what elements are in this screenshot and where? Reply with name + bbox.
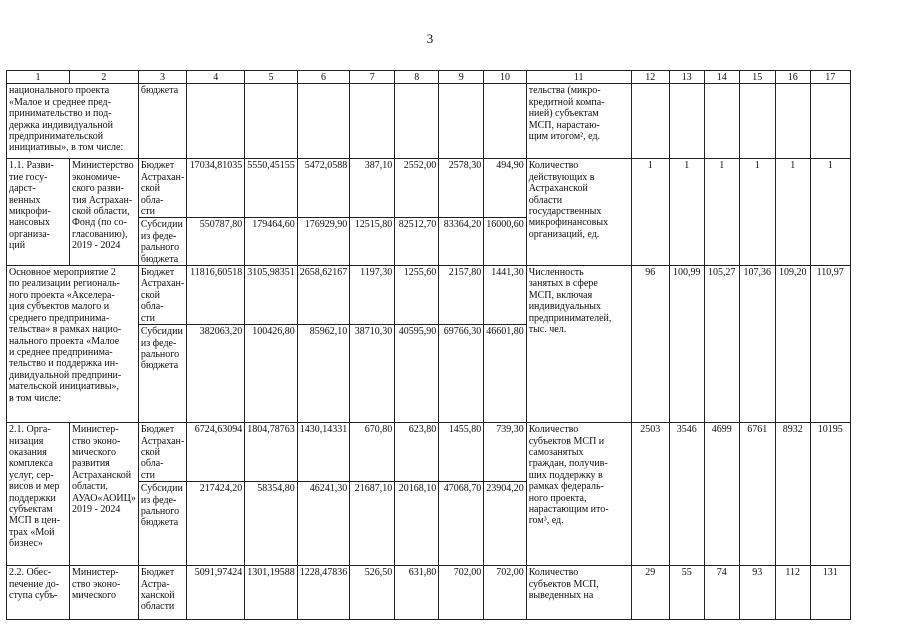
indicator-name: тельства (микро- кредитной компа- нией) субъектам МСП, нарастаю- щим итогом², ед. <box>526 84 631 159</box>
header-cell: 10 <box>484 71 527 84</box>
amount-cell: 83364,20 <box>439 218 484 266</box>
funding-source: Субсидии из феде- рального бюджета <box>138 218 186 266</box>
indicator-value: 109,20 <box>775 266 810 423</box>
amount-cell: 1804,78763 <box>245 423 298 482</box>
amount-cell: 40595,90 <box>395 325 439 423</box>
amount-cell: 387,10 <box>350 159 395 218</box>
amount-cell: 5472,0588 <box>297 159 350 218</box>
amount-cell: 1228,47836 <box>297 566 350 620</box>
amount-cell: 1430,14331 <box>297 423 350 482</box>
amount-cell: 23904,20 <box>484 482 527 566</box>
indicator-value: 4699 <box>704 423 739 566</box>
indicator-value: 112 <box>775 566 810 620</box>
amount-cell: 12515,80 <box>350 218 395 266</box>
amount-cell: 17034,81035 <box>187 159 245 218</box>
amount-cell: 6724,63094 <box>187 423 245 482</box>
amount-cell: 2578,30 <box>439 159 484 218</box>
header-cell: 4 <box>187 71 245 84</box>
header-row <box>7 71 851 84</box>
table-row <box>7 423 851 482</box>
amount-cell: 11816,60518 <box>187 266 245 325</box>
measure-name: Основное мероприятие 2 по реализации региональ- ного проекта «Акселера- ция субъектов малого и среднего предпринима- тельства» в рамках нацио- нального проекта «Малое и среднее предпринима- тельство и поддержка ин- дивидуальной предприни- мательской инициативы», в том числе: <box>7 266 139 423</box>
indicator-value: 1 <box>775 159 810 266</box>
indicator-name: Численность занятых в сфере МСП, включая индивидуальных предпринимателей, тыс. чел. <box>526 266 631 423</box>
indicator-value: 29 <box>631 566 669 620</box>
executor: Министер- ство эконо- мического <box>70 566 139 620</box>
indicator-value: 93 <box>739 566 775 620</box>
indicator-name: Количество действующих в Астраханской области государственных микрофинансовых организаций, ед. <box>526 159 631 266</box>
header-cell: 7 <box>350 71 395 84</box>
amount-cell: 2157,80 <box>439 266 484 325</box>
funding-source: Бюджет Астра- ханской области <box>138 566 186 620</box>
header-cell: 12 <box>631 71 669 84</box>
header-cell: 15 <box>739 71 775 84</box>
header-cell: 9 <box>439 71 484 84</box>
indicator-value: 131 <box>810 566 850 620</box>
amount-cell: 5091,97424 <box>187 566 245 620</box>
header-cell: 5 <box>245 71 298 84</box>
funding-source: Бюджет Астрахан- ской обла- сти <box>138 266 186 325</box>
amount-cell: 100426,80 <box>245 325 298 423</box>
indicator-value: 55 <box>669 566 704 620</box>
amount-cell: 670,80 <box>350 423 395 482</box>
amount-cell: 217424,20 <box>187 482 245 566</box>
indicator-value: 1 <box>669 159 704 266</box>
amount-cell: 21687,10 <box>350 482 395 566</box>
funding-source: бюджета <box>138 84 186 159</box>
amount-cell: 82512,70 <box>395 218 439 266</box>
amount-cell: 47068,70 <box>439 482 484 566</box>
amount-cell: 38710,30 <box>350 325 395 423</box>
header-cell: 13 <box>669 71 704 84</box>
indicator-value: 3546 <box>669 423 704 566</box>
amount-cell: 5550,45155 <box>245 159 298 218</box>
amount-cell: 702,00 <box>439 566 484 620</box>
header-cell: 6 <box>297 71 350 84</box>
indicator-value: 8932 <box>775 423 810 566</box>
amount-cell: 176929,90 <box>297 218 350 266</box>
amount-cell: 46601,80 <box>484 325 527 423</box>
executor: Министерство экономиче- ского разви- тия Астрахан- ской области, Фонд (по со- гласованию), 2019 - 2024 <box>70 159 139 266</box>
funding-source: Бюджет Астрахан- ской обла- сти <box>138 423 186 482</box>
header-cell: 3 <box>138 71 186 84</box>
budget-table <box>6 70 851 620</box>
funding-source: Субсидии из феде- рального бюджета <box>138 325 186 423</box>
indicator-value: 6761 <box>739 423 775 566</box>
measure-name: национального проекта «Малое и среднее пред- принимательство и под- держка индивидуальной предпринимательской инициативы», в том числе: <box>7 84 139 159</box>
measure-name: 1.1. Разви- тие госу- дарст- венных микрофи- нансовых организа- ций <box>7 159 70 266</box>
amount-cell: 179464,60 <box>245 218 298 266</box>
amount-cell: 631,80 <box>395 566 439 620</box>
indicator-value: 107,36 <box>739 266 775 423</box>
amount-cell: 58354,80 <box>245 482 298 566</box>
table-row <box>7 84 851 159</box>
indicator-value: 100,99 <box>669 266 704 423</box>
table-row <box>7 266 851 325</box>
amount-cell: 702,00 <box>484 566 527 620</box>
amount-cell: 1455,80 <box>439 423 484 482</box>
amount-cell: 46241,30 <box>297 482 350 566</box>
header-cell: 16 <box>775 71 810 84</box>
indicator-value: 1 <box>704 159 739 266</box>
amount-cell: 1197,30 <box>350 266 395 325</box>
header-cell: 11 <box>526 71 631 84</box>
amount-cell: 623,80 <box>395 423 439 482</box>
amount-cell: 526,50 <box>350 566 395 620</box>
measure-name: 2.1. Орга- низация оказания комплекса услуг, сер- висов и мер поддержки субъектам МСП в цен- трах «Мой бизнес» <box>7 423 70 566</box>
amount-cell: 1255,60 <box>395 266 439 325</box>
amount-cell: 739,30 <box>484 423 527 482</box>
amount-cell: 494,90 <box>484 159 527 218</box>
header-cell: 1 <box>7 71 70 84</box>
indicator-value: 2503 <box>631 423 669 566</box>
indicator-value: 1 <box>810 159 850 266</box>
funding-source: Бюджет Астрахан- ской обла- сти <box>138 159 186 218</box>
amount-cell: 69766,30 <box>439 325 484 423</box>
amount-cell: 85962,10 <box>297 325 350 423</box>
indicator-value: 105,27 <box>704 266 739 423</box>
amount-cell: 20168,10 <box>395 482 439 566</box>
header-cell: 17 <box>810 71 850 84</box>
amount-cell: 2552,00 <box>395 159 439 218</box>
indicator-value: 1 <box>631 159 669 266</box>
amount-cell: 16000,60 <box>484 218 527 266</box>
amount-cell: 1441,30 <box>484 266 527 325</box>
executor: Министер- ство эконо- мического развития Астраханской области, АУАО«АОИЦ» 2019 - 2024 <box>70 423 139 566</box>
page-number: 3 <box>426 31 434 46</box>
header-cell: 14 <box>704 71 739 84</box>
amount-cell: 1301,19588 <box>245 566 298 620</box>
indicator-name: Количество субъектов МСП и самозанятых граждан, получив- ших поддержку в рамках федераль- ного проекта, нарастающим ито- гом³, ед. <box>526 423 631 566</box>
amount-cell: 382063,20 <box>187 325 245 423</box>
table-row <box>7 159 851 218</box>
indicator-value: 110,97 <box>810 266 850 423</box>
indicator-value: 74 <box>704 566 739 620</box>
funding-source: Субсидии из феде- рального бюджета <box>138 482 186 566</box>
table-row <box>7 566 851 620</box>
indicator-value: 96 <box>631 266 669 423</box>
header-cell: 2 <box>70 71 139 84</box>
indicator-value: 1 <box>739 159 775 266</box>
amount-cell: 3105,98351 <box>245 266 298 325</box>
indicator-name: Количество субъектов МСП, выведенных на <box>526 566 631 620</box>
indicator-value: 10195 <box>810 423 850 566</box>
amount-cell: 2658,62167 <box>297 266 350 325</box>
header-cell: 8 <box>395 71 439 84</box>
amount-cell: 550787,80 <box>187 218 245 266</box>
measure-name: 2.2. Обес- печение до- ступа субъ- <box>7 566 70 620</box>
